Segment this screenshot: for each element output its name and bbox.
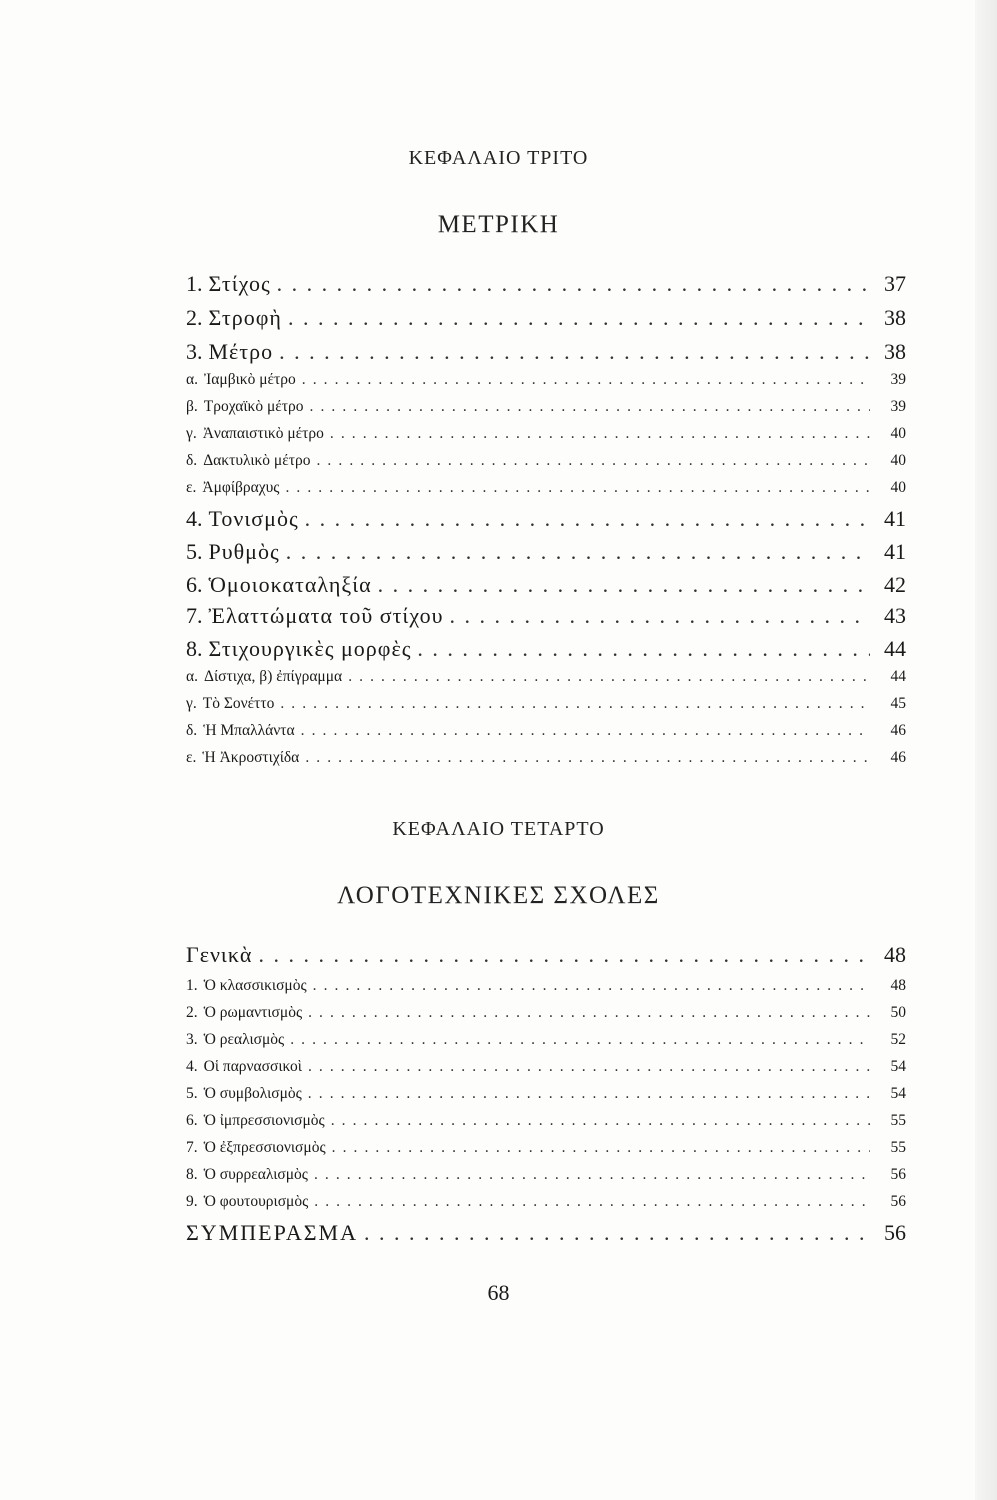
entry-page: 55 — [890, 1112, 906, 1129]
entry-number: 8. — [186, 1166, 198, 1183]
entry-title: Ὁ ἰμπρεσσιονισμὸς — [203, 1112, 325, 1129]
entry-title: Τροχαϊκὸ μέτρο — [203, 398, 304, 415]
entry-page: 38 — [884, 305, 906, 330]
toc-entry[interactable] — [186, 1220, 906, 1246]
dot-leader — [286, 539, 870, 565]
entry-title: Ὁ φουτουρισμὸς — [203, 1193, 309, 1210]
dot-leader — [316, 452, 870, 470]
entry-number: 4. — [186, 1058, 198, 1075]
chapter4-heading: ΚΕΦΑΛΑΙΟ ΤΕΤΑΡΤΟ — [392, 818, 605, 840]
entry-number: γ. — [186, 695, 197, 712]
toc-entry[interactable] — [186, 271, 906, 297]
entry-page: 56 — [890, 1166, 906, 1183]
entry-number: 7. — [186, 1139, 198, 1156]
entry-title: Δακτυλικὸ μέτρο — [203, 452, 311, 469]
entry-number: 8. — [186, 636, 203, 661]
entry-page: 40 — [890, 425, 906, 442]
entry-number: ε. — [186, 749, 197, 766]
dot-leader — [308, 1004, 870, 1022]
dot-leader — [308, 1085, 870, 1103]
dot-leader — [301, 722, 870, 740]
entry-number: δ. — [186, 722, 198, 739]
dot-leader — [305, 506, 870, 532]
dot-leader — [348, 668, 870, 686]
entry-number: 5. — [186, 1085, 198, 1102]
entry-page: 38 — [884, 339, 906, 364]
entry-title: Ὁ συρρεαλισμὸς — [203, 1166, 308, 1183]
dot-leader — [314, 1193, 870, 1211]
toc-entry[interactable] — [186, 539, 906, 565]
toc-subentry[interactable] — [186, 452, 906, 470]
entry-title: Ἀμφίβραχυς — [202, 479, 280, 496]
dot-leader — [310, 398, 870, 416]
entry-number: 1. — [186, 271, 203, 296]
toc-subentry[interactable] — [186, 398, 906, 416]
dot-leader — [285, 479, 870, 497]
entry-title: Στίχος — [208, 271, 271, 296]
entry-page: 43 — [884, 603, 906, 628]
toc-subentry[interactable] — [186, 1139, 906, 1157]
entry-page: 42 — [884, 572, 906, 597]
entry-number: 5. — [186, 539, 203, 564]
dot-leader — [280, 695, 870, 713]
entry-title: Ὁ κλασσικισμὸς — [203, 977, 307, 994]
entry-title: Ἡ Ἀκροστιχίδα — [202, 749, 300, 766]
entry-page: 46 — [890, 722, 906, 739]
page-number: 68 — [487, 1280, 510, 1305]
entry-page: 39 — [890, 398, 906, 415]
entry-number: 6. — [186, 1112, 198, 1129]
toc-entry[interactable] — [186, 603, 906, 629]
toc-subentry[interactable] — [186, 1112, 906, 1130]
entry-title: Ὁ ρωμαντισμὸς — [203, 1004, 303, 1021]
dot-leader — [314, 1166, 870, 1184]
entry-number: δ. — [186, 452, 198, 469]
entry-number: 3. — [186, 339, 203, 364]
entry-title: ΣΥΜΠΕΡΑΣΜΑ — [186, 1220, 358, 1245]
entry-page: 44 — [884, 636, 906, 661]
dot-leader — [313, 977, 870, 995]
entry-title: Τὸ Σονέττο — [202, 695, 275, 712]
toc-entry[interactable] — [186, 572, 906, 598]
entry-title: Οἱ παρνασσικοὶ — [203, 1058, 302, 1075]
entry-page: 48 — [884, 942, 906, 967]
entry-title: Μέτρο — [208, 339, 274, 364]
entry-title: Ὁμοιοκαταληξία — [208, 572, 372, 597]
dot-leader — [332, 1139, 870, 1157]
entry-title: Ὁ ἐξπρεσσιονισμὸς — [203, 1139, 326, 1156]
toc-subentry[interactable] — [186, 1004, 906, 1022]
toc-entry[interactable] — [186, 942, 906, 968]
entry-page: 39 — [890, 371, 906, 388]
entry-title: Τονισμὸς — [208, 506, 299, 531]
entry-number: 2. — [186, 305, 203, 330]
entry-title: Ἰαμβικὸ μέτρο — [204, 371, 296, 388]
entry-number: α. — [186, 668, 198, 685]
toc-entry[interactable] — [186, 636, 906, 662]
entry-title: Ὁ συμβολισμὸς — [203, 1085, 302, 1102]
toc-subentry[interactable] — [186, 1031, 906, 1049]
entry-page: 54 — [890, 1085, 906, 1102]
dot-leader — [258, 942, 870, 968]
entry-number: 3. — [186, 1031, 198, 1048]
dot-leader — [417, 636, 870, 662]
toc-subentry[interactable] — [186, 695, 906, 713]
entry-number: α. — [186, 371, 198, 388]
toc-subentry[interactable] — [186, 722, 906, 740]
dot-leader — [378, 572, 870, 598]
entry-page: 40 — [890, 479, 906, 496]
dot-leader — [308, 1058, 870, 1076]
entry-page: 41 — [884, 539, 906, 564]
toc-subentry[interactable] — [186, 1193, 906, 1211]
entry-number: 7. — [186, 603, 203, 628]
dot-leader — [290, 1031, 870, 1049]
entry-page: 37 — [884, 271, 906, 296]
entry-title: Γενικὰ — [186, 942, 253, 967]
entry-title: Ρυθμὸς — [208, 539, 280, 564]
dot-leader — [331, 1112, 870, 1130]
entry-number: γ. — [186, 425, 197, 442]
entry-page: 46 — [890, 749, 906, 766]
toc-entry[interactable] — [186, 305, 906, 331]
dot-leader — [364, 1220, 870, 1246]
toc-subentry[interactable] — [186, 479, 906, 497]
entry-title: Δίστιχα, β) ἐπίγραμμα — [204, 668, 343, 685]
entry-page: 55 — [890, 1139, 906, 1156]
entry-page: 41 — [884, 506, 906, 531]
entry-page: 52 — [890, 1031, 906, 1048]
toc-subentry[interactable] — [186, 1058, 906, 1076]
chapter4-title: ΛΟΓΟΤΕΧΝΙΚΕΣ ΣΧΟΛΕΣ — [337, 882, 660, 909]
entry-page: 50 — [890, 1004, 906, 1021]
entry-number: β. — [186, 398, 198, 415]
entry-title: Στροφὴ — [208, 305, 282, 330]
dot-leader — [302, 371, 870, 389]
entry-number: 4. — [186, 506, 203, 531]
toc-entry[interactable] — [186, 506, 906, 532]
entry-number: 1. — [186, 977, 198, 994]
entry-title: Ὁ ρεαλισμὸς — [203, 1031, 285, 1048]
entry-page: 48 — [890, 977, 906, 994]
entry-page: 44 — [890, 668, 906, 685]
toc-subentry[interactable] — [186, 749, 906, 767]
entry-title: Ἐλαττώματα τοῦ στίχου — [208, 603, 444, 628]
chapter3-title: ΜΕΤΡΙΚΗ — [437, 211, 560, 238]
entry-number: 2. — [186, 1004, 198, 1021]
entry-page: 56 — [890, 1193, 906, 1210]
toc-subentry[interactable] — [186, 1085, 906, 1103]
toc-subentry[interactable] — [186, 425, 906, 443]
dot-leader — [279, 339, 870, 365]
entry-page: 54 — [890, 1058, 906, 1075]
entry-title: Ἀναπαιστικὸ μέτρο — [202, 425, 324, 442]
dot-leader — [288, 305, 870, 331]
entry-title: Στιχουργικὲς μορφὲς — [208, 636, 412, 661]
entry-number: 9. — [186, 1193, 198, 1210]
dot-leader — [277, 271, 870, 297]
toc-subentry[interactable] — [186, 371, 906, 389]
entry-number: 6. — [186, 572, 203, 597]
dot-leader — [305, 749, 870, 767]
toc-subentry[interactable] — [186, 668, 906, 686]
entry-page: 56 — [884, 1220, 906, 1245]
entry-title: Ἡ Μπαλλάντα — [203, 722, 295, 739]
toc-subentry[interactable] — [186, 1166, 906, 1184]
dot-leader — [450, 603, 870, 629]
entry-page: 40 — [890, 452, 906, 469]
entry-page: 45 — [890, 695, 906, 712]
chapter3-heading: ΚΕΦΑΛΑΙΟ ΤΡΙΤΟ — [408, 147, 589, 169]
toc-subentry[interactable] — [186, 977, 906, 995]
entry-number: ε. — [186, 479, 197, 496]
dot-leader — [330, 425, 870, 443]
toc-entry[interactable] — [186, 339, 906, 365]
